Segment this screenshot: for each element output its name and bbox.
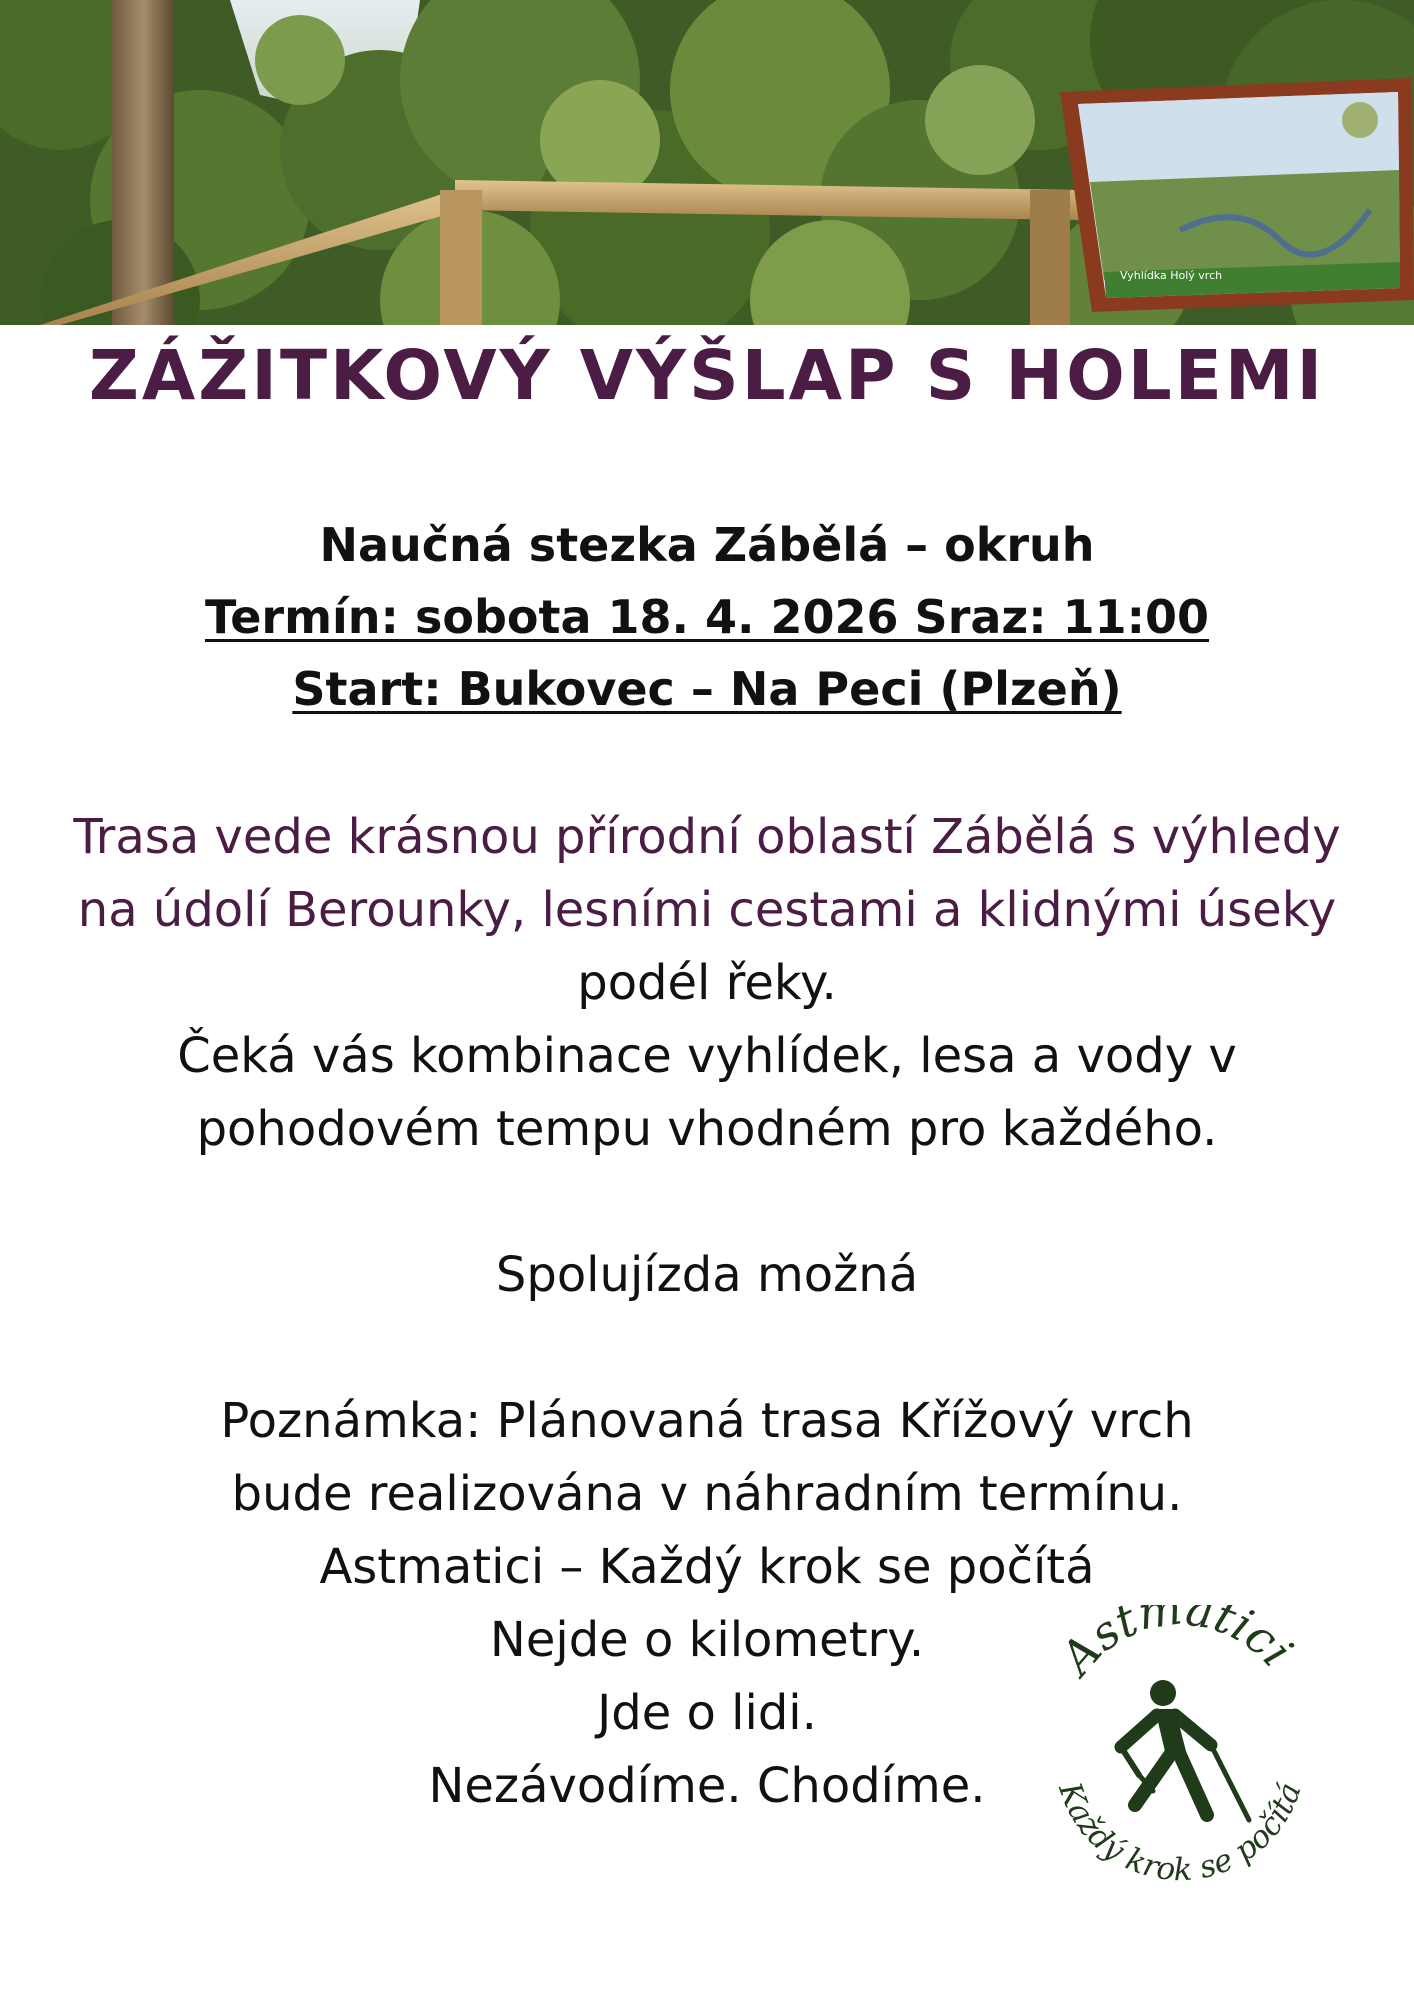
note-line-6: Nezávodíme. Chodíme. bbox=[428, 1758, 986, 1814]
event-term-text: Termín: sobota 18. 4. 2026 Sraz: 11:00 bbox=[204, 590, 1210, 644]
note-line-4: Nejde o kilometry. bbox=[489, 1612, 925, 1668]
hero-photo bbox=[0, 0, 1414, 325]
info-sign-board bbox=[1060, 78, 1414, 312]
description-line-1: Trasa vede krásnou přírodní oblastí Zábělá s výhledy bbox=[73, 809, 1341, 865]
note-line-1: Poznámka: Plánovaná trasa Křížový vrch bbox=[220, 1393, 1194, 1449]
description-line-4: Čeká vás kombinace vyhlídek, lesa a vody v bbox=[177, 1028, 1237, 1084]
page-title: ZÁŽITKOVÝ VÝŠLAP S HOLEMI bbox=[88, 336, 1326, 416]
description-line-5: pohodovém tempu vhodném pro každého. bbox=[196, 1101, 1218, 1157]
carpool-note: Spolujízda možná bbox=[495, 1247, 919, 1303]
description-line-3: podél řeky. bbox=[577, 955, 837, 1011]
description-line-2: na údolí Berounky, lesními cestami a klidnými úseky bbox=[77, 882, 1337, 938]
note-line-3: Astmatici – Každý krok se počítá bbox=[319, 1539, 1095, 1595]
nordic-walker-icon bbox=[1121, 1680, 1249, 1820]
hero-photo-illustration bbox=[0, 0, 1414, 325]
route-name: Naučná stezka Zábělá – okruh bbox=[319, 518, 1095, 572]
logo-top-text: Astmatici bbox=[1049, 1605, 1304, 1685]
event-start-text: Start: Bukovec – Na Peci (Plzeň) bbox=[292, 662, 1122, 716]
sign-caption: Vyhlídka Holý vrch bbox=[1120, 269, 1223, 282]
astmatici-logo bbox=[1035, 1605, 1325, 1905]
logo-bottom-text: Každý krok se počítá bbox=[1051, 1777, 1309, 1889]
astmatici-logo-graphic bbox=[1035, 1605, 1325, 1905]
event-term bbox=[0, 590, 1414, 644]
note-line-2: bude realizována v náhradním termínu. bbox=[231, 1466, 1183, 1522]
note-line-5: Jde o lidi. bbox=[597, 1685, 817, 1741]
event-start bbox=[0, 662, 1414, 716]
tree-trunk bbox=[112, 0, 174, 325]
